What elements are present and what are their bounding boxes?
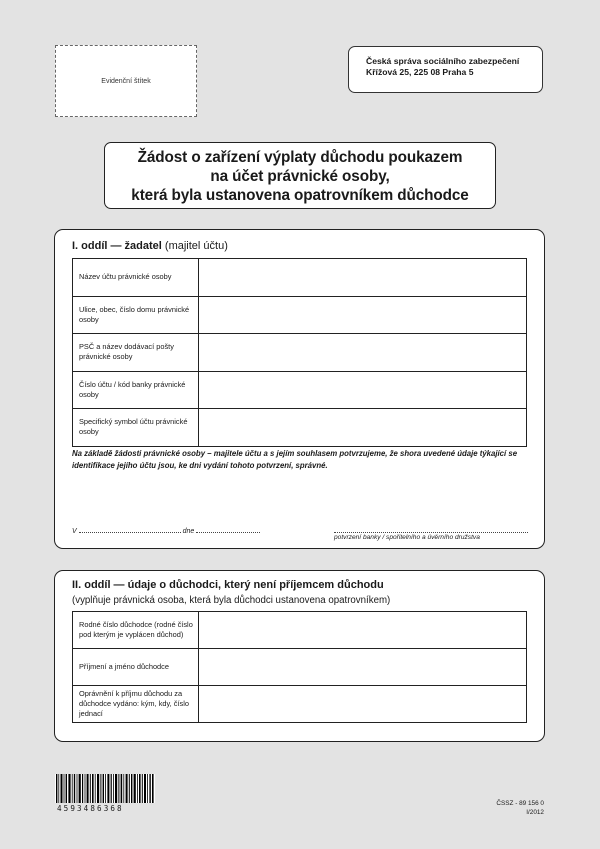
field-row-postcode: [73, 334, 527, 372]
bank-confirmation-text: Na základě žádosti právnické osoby – majitele účtu a s jejím souhlasem potvrzujeme, že shora uvedené údaje týkající se identifikace jejího účtu jsou, ke dni vydání tohoto potvrzení, správné.: [72, 449, 518, 470]
field-row-authorization: [73, 686, 527, 723]
street-address-input[interactable]: [199, 296, 527, 334]
title-line-1: Žádost o zařízení výplaty důchodu poukazem: [137, 149, 463, 166]
section2-heading: II. oddíl — údaje o důchodci, který není příjemcem důchodu: [72, 579, 384, 591]
field-label: Číslo účtu / kód banky právnické osoby: [73, 371, 199, 409]
form-code: [480, 799, 544, 817]
field-row-specific-symbol: [73, 409, 527, 447]
pensioner-fields-table: [72, 611, 527, 723]
field-label: Specifický symbol účtu právnické osoby: [73, 409, 199, 447]
date-input[interactable]: [196, 524, 260, 533]
field-row-address: [73, 296, 527, 334]
form-version: I/2012: [526, 809, 544, 816]
applicant-fields-table: [72, 258, 527, 447]
date-label: dne: [182, 528, 195, 535]
form-title: [104, 142, 496, 209]
place-date-line: [72, 524, 260, 535]
place-label: V: [72, 528, 77, 535]
section-applicant: [54, 229, 545, 549]
field-row-account-number: [73, 371, 527, 409]
authorization-input[interactable]: [199, 686, 527, 723]
birth-number-input[interactable]: [199, 612, 527, 649]
signature-input[interactable]: [334, 524, 528, 533]
account-number-input[interactable]: [199, 371, 527, 409]
section2-subheading: (vyplňuje právnická osoba, která byla důchodci ustanovena opatrovníkem): [72, 595, 391, 606]
field-row-account-name: [73, 259, 527, 297]
field-label: Příjmení a jméno důchodce: [73, 649, 199, 686]
barcode-number: 4593486368: [57, 804, 124, 813]
signature-caption: potvrzení banky / spořitelního a úvěrního družstva: [334, 534, 480, 541]
pensioner-name-input[interactable]: [199, 649, 527, 686]
title-line-3: která byla ustanovena opatrovníkem důchodce: [131, 187, 469, 204]
postcode-post-office-input[interactable]: [199, 334, 527, 372]
field-row-birth-number: [73, 612, 527, 649]
registration-label-box: [55, 45, 197, 117]
specific-symbol-input[interactable]: [199, 409, 527, 447]
address-line-2: Křížová 25, 225 08 Praha 5: [366, 67, 474, 77]
recipient-address-box: [348, 46, 543, 93]
section-pensioner: [54, 570, 545, 742]
field-label: Oprávnění k příjmu důchodu za důchodce vydáno: kým, kdy, číslo jednací: [73, 686, 199, 723]
account-name-input[interactable]: [199, 259, 527, 297]
field-row-pensioner-name: [73, 649, 527, 686]
section1-heading: I. oddíl — žadatel (majitel účtu): [72, 240, 228, 252]
form-code-number: ČSSZ - 89 156 0: [496, 800, 544, 807]
field-label: Název účtu právnické osoby: [73, 259, 199, 297]
place-input[interactable]: [79, 524, 181, 533]
registration-label-text: Evidenční štítek: [101, 77, 151, 85]
field-label: Ulice, obec, číslo domu právnické osoby: [73, 296, 199, 334]
field-label: PSČ a název dodávací pošty právnické osoby: [73, 334, 199, 372]
field-label: Rodné číslo důchodce (rodné číslo pod kterým je vyplácen důchod): [73, 612, 199, 649]
address-line-1: Česká správa sociálního zabezpečení: [366, 56, 520, 66]
title-line-2: na účet právnické osoby,: [210, 168, 390, 185]
